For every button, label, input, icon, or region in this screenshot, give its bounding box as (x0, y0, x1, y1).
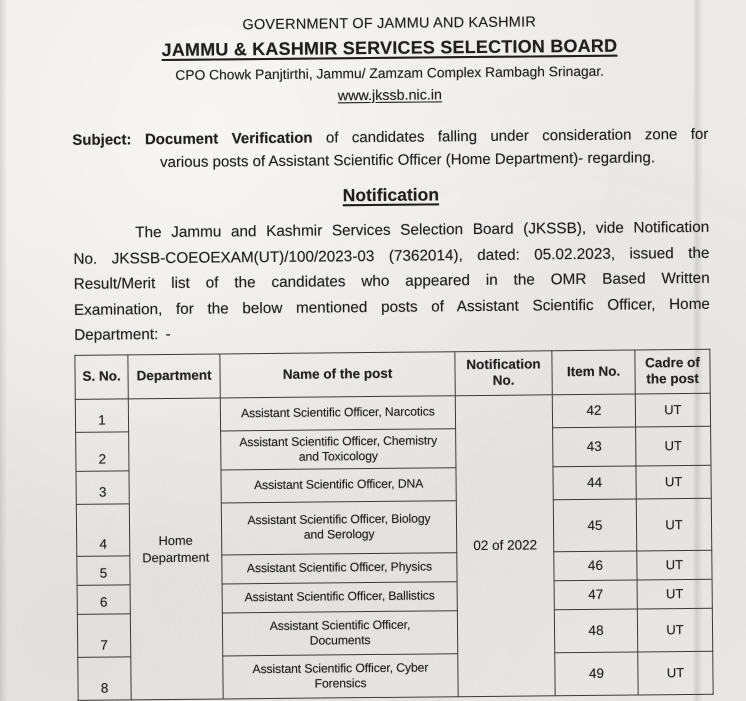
cell-s-no: 8 (78, 656, 131, 700)
cell-post-name: Assistant Scientific Officer, Chemistry and Toxicology (221, 428, 456, 469)
cell-notification-no-merged: 02 of 2022 (455, 394, 555, 696)
subject-emphasis: Document Verification (144, 129, 313, 149)
cell-cadre: UT (636, 426, 711, 466)
subject-text: of candidates falling under consideration zone for (325, 125, 709, 147)
cell-cadre: UT (637, 608, 712, 652)
cell-cadre: UT (635, 393, 710, 427)
government-line: GOVERNMENT OF JAMMU AND KASHMIR (242, 14, 537, 34)
cell-item-no: 42 (552, 393, 635, 427)
column-header-s-no: S. No. (75, 354, 128, 399)
cell-s-no: 2 (76, 431, 129, 471)
cell-post-name: Assistant Scientific Officer, DNA (221, 467, 456, 502)
cell-post-name: Assistant Scientific Officer, Physics (222, 552, 457, 583)
cell-cadre: UT (637, 579, 712, 609)
cell-s-no: 1 (75, 398, 128, 432)
cell-item-no: 45 (553, 498, 636, 551)
cell-item-no: 44 (553, 465, 636, 499)
cell-s-no: 5 (77, 555, 130, 585)
cell-post-name: Assistant Scientific Officer, Documents (222, 610, 457, 655)
cell-cadre: UT (636, 465, 711, 499)
cell-item-no: 46 (554, 550, 637, 580)
cell-department-merged: Home Department (128, 397, 223, 699)
website-link: www.jkssb.nic.in (337, 87, 442, 105)
subject-label: Subject: (72, 131, 132, 149)
cell-post-name: Assistant Scientific Officer, Biology and Serology (221, 500, 456, 554)
board-name-title: JAMMU & KASHMIR SERVICES SELECTION BOARD (161, 35, 618, 61)
cell-s-no: 7 (77, 613, 130, 657)
column-header-department: Department (128, 353, 220, 398)
notification-document (71, 0, 714, 700)
letterhead (71, 12, 708, 109)
cell-cadre: UT (637, 550, 712, 580)
table-header-row (75, 349, 710, 399)
cell-s-no: 3 (76, 470, 129, 504)
cell-item-no: 49 (555, 651, 638, 695)
subject-block (72, 123, 708, 175)
cell-post-name: Assistant Scientific Officer, Narcotics (220, 395, 455, 430)
cell-item-no: 47 (554, 579, 637, 609)
cell-item-no: 43 (553, 426, 636, 466)
body-paragraph: The Jammu and Kashmir Services Selection Board (JKSSB), vide Notification No. JKSSB-COEOEXAM(UT)/100/2023-03 (7362014), dated: 05.02.2023, issued the Result/Merit list of the candidates who appeared in the OMR Based Written Examination, for the below mentioned posts of Assistant Scientific Officer, Home Department: - (73, 218, 710, 344)
posts-table (74, 348, 713, 700)
cell-cadre: UT (636, 498, 711, 551)
column-header-cadre: Cadre of the post (635, 349, 710, 394)
subject-line-2: various posts of Assistant Scientific Officer (Home Department)- regarding. (159, 149, 656, 172)
cell-item-no: 48 (554, 608, 637, 652)
cell-post-name: Assistant Scientific Officer, Cyber Forensics (223, 653, 458, 698)
column-header-notification-no: Notification No. (455, 350, 552, 395)
cell-cadre: UT (638, 651, 713, 695)
section-heading: Notification (342, 184, 440, 206)
cell-s-no: 4 (76, 503, 129, 556)
column-header-post-name: Name of the post (220, 351, 455, 397)
cell-s-no: 6 (77, 584, 130, 614)
cell-post-name: Assistant Scientific Officer, Ballistics (222, 581, 457, 612)
column-header-item-no: Item No. (552, 349, 635, 394)
address-line: CPO Chowk Panjtirthi, Jammu/ Zamzam Complex Rambagh Srinagar. (175, 63, 605, 83)
